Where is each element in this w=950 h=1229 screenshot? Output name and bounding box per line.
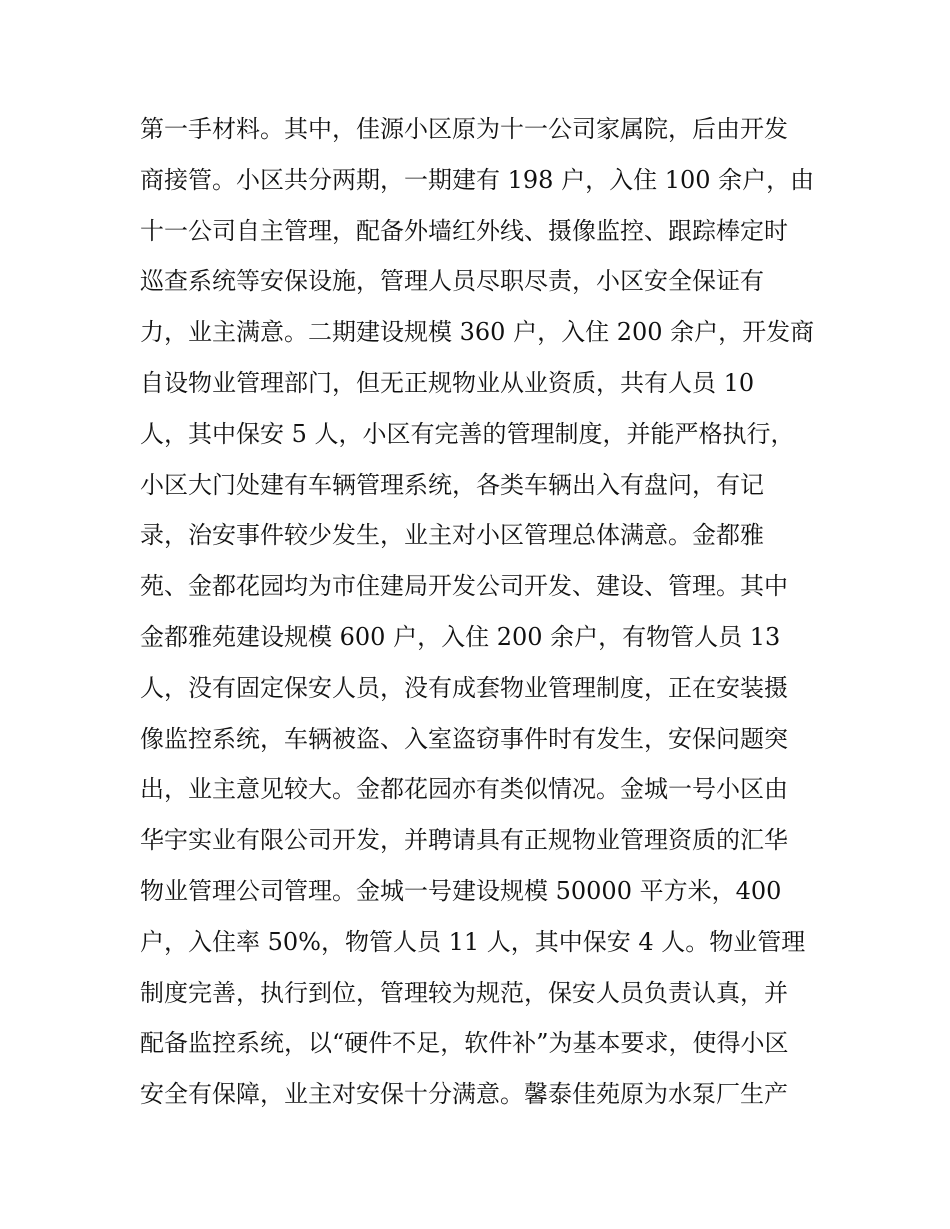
text-line: 第一手材料。其中，佳源小区原为十一公司家属院，后由开发 [140,115,788,143]
text-line: 制度完善，执行到位，管理较为规范，保安人员负责认真，并 [140,978,788,1007]
text-line: 华宇实业有限公司开发，并聘请具有正规物业管理资质的汇华 [140,826,788,855]
text-line: 苑、金都花园均为市住建局开发公司开发、建设、管理。其中 [140,572,788,601]
text-line: 巡查系统等安保设施，管理人员尽职尽责，小区安全保证有 [140,267,764,296]
body-paragraph [140,104,820,1120]
text-line: 安全有保障，业主对安保十分满意。馨泰佳苑原为水泵厂生产 [140,1080,788,1109]
text-line: 小区大门处建有车辆管理系统，各类车辆出入有盘问，有记 [140,470,764,499]
text-line: 商接管。小区共分两期，一期建有 198 户，入住 100 余户，由 [140,165,815,194]
text-line: 像监控系统，车辆被盗、入室盗窃事件时有发生，安保问题突 [140,724,788,753]
text-line: 人，其中保安 5 人，小区有完善的管理制度，并能严格执行， [140,419,795,448]
text-line: 人，没有固定保安人员，没有成套物业管理制度，正在安装摄 [140,673,788,702]
text-line: 力，业主满意。二期建设规模 360 户，入住 200 余户，开发商 [140,318,815,347]
text-line: 出，业主意见较大。金都花园亦有类似情况。金城一号小区由 [140,775,788,804]
text-line: 物业管理公司管理。金城一号建设规模 50000 平方米，400 [140,876,782,905]
text-line: 录，治安事件较少发生，业主对小区管理总体满意。金都雅 [140,521,764,550]
text-line: 配备监控系统，以“硬件不足，软件补”为基本要求，使得小区 [140,1029,789,1058]
text-line: 户，入住率 50%，物管人员 11 人，其中保安 4 人。物业管理 [140,927,806,956]
text-line: 金都雅苑建设规模 600 户，入住 200 余户，有物管人员 13 [140,622,781,651]
text-line: 自设物业管理部门，但无正规物业从业资质，共有人员 10 [140,368,755,397]
text-line: 十一公司自主管理，配备外墙红外线、摄像监控、跟踪棒定时 [140,216,788,245]
